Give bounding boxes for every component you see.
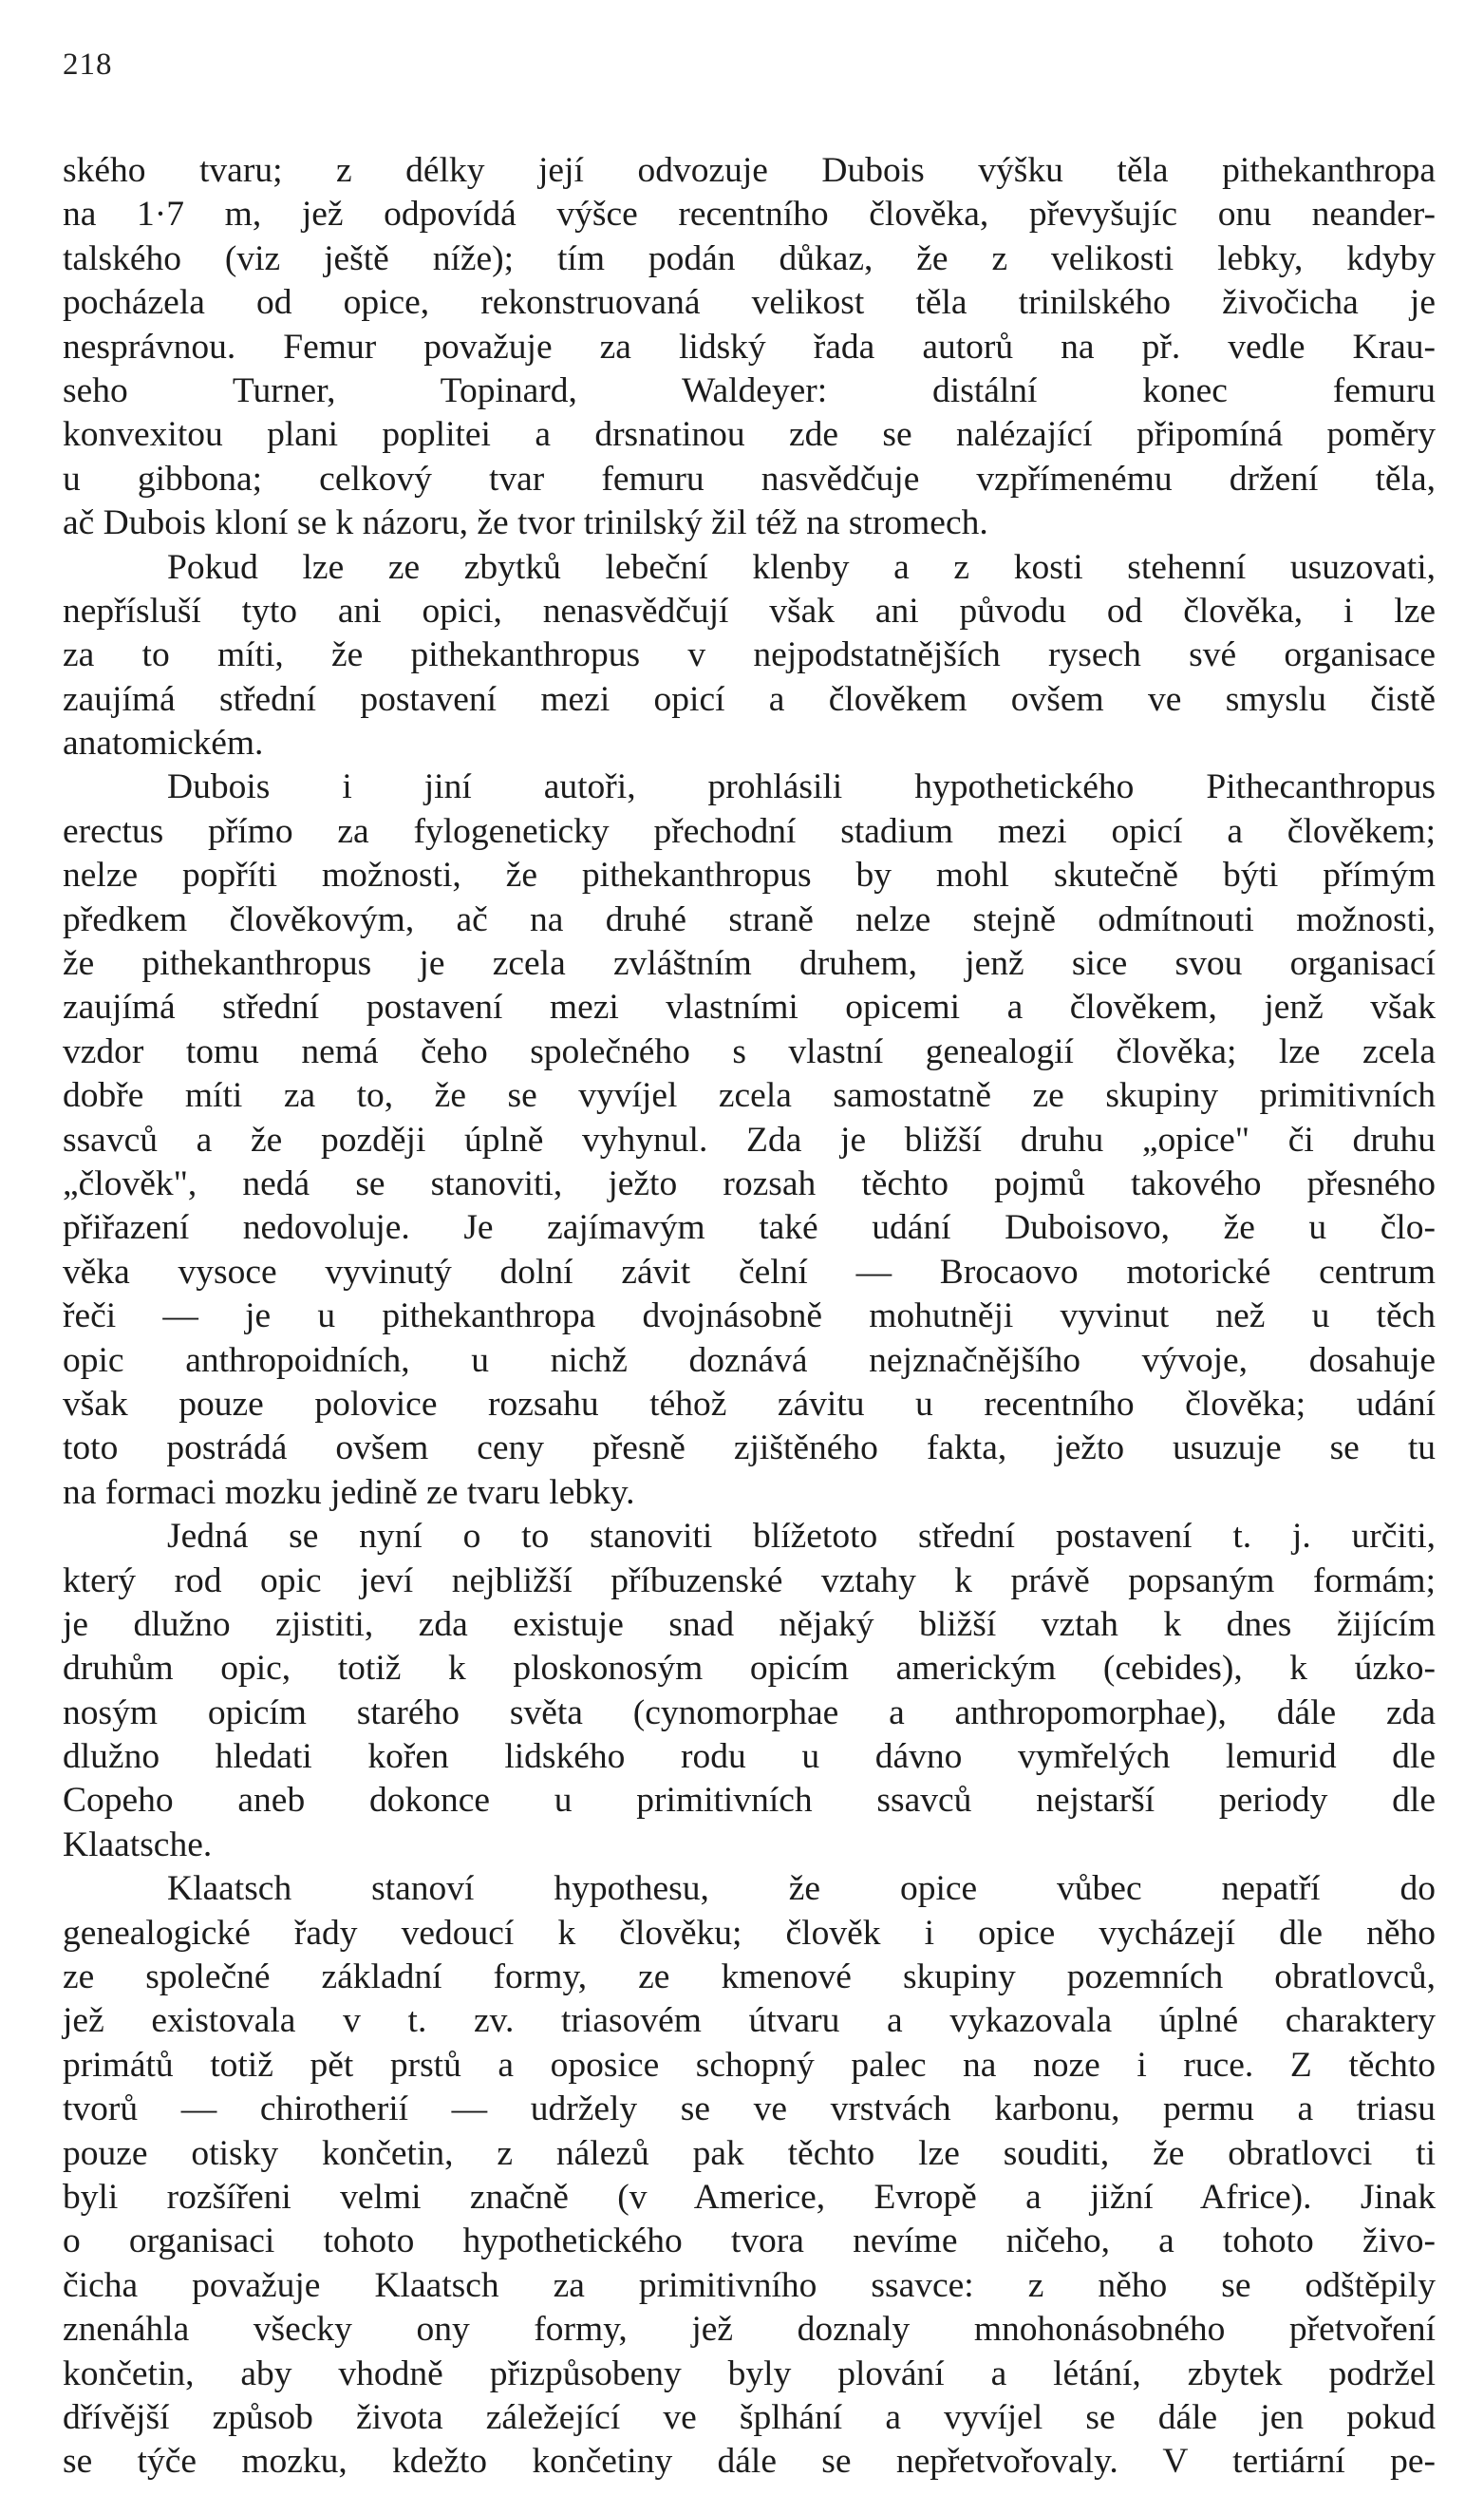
text-line: primátů totiž pět prstů a oposice schopný palec na noze i ruce. Z těchto — [63, 2045, 1436, 2085]
text-line: však pouze polovice rozsahu téhož závitu u recentního člověka; udání — [63, 1384, 1436, 1424]
text-line: ač Dubois kloní se k názoru, že tvor trinilský žil též na stromech. — [63, 503, 988, 543]
text-line: Dubois i jiní autoři, prohlásili hypothetického Pithecanthropus — [167, 767, 1436, 807]
text-line: toto postrádá ovšem ceny přesně zjištěného fakta, ježto usuzuje se tu — [63, 1428, 1436, 1468]
text-line: anatomickém. — [63, 724, 264, 764]
text-line: Pokud lze ze zbytků lebeční klenby a z kosti stehenní usuzovati, — [167, 547, 1436, 587]
text-line: Jedná se nyní o to stanoviti blížetoto střední postavení t. j. určiti, — [167, 1517, 1436, 1557]
text-line: za to míti, že pithekanthropus v nejpodstatnějších rysech své organisace — [63, 635, 1436, 675]
text-line: na formaci mozku jedině ze tvaru lebky. — [63, 1472, 635, 1512]
text-line: se týče mozku, kdežto končetiny dále se nepřetvořovaly. V tertiární pe- — [63, 2442, 1436, 2482]
text-line: je dlužno zjistiti, zda existuje snad nějaký bližší vztah k dnes žijícím — [63, 1604, 1436, 1644]
text-line: nesprávnou. Femur považuje za lidský řada autorů na př. vedle Krau- — [63, 327, 1436, 367]
text-line: jež existovala v t. zv. triasovém útvaru a vykazovala úplné charaktery — [63, 2001, 1436, 2041]
page-number: 218 — [63, 47, 113, 82]
text-line: ského tvaru; z délky její odvozuje Dubois výšku těla pithekanthropa — [63, 151, 1436, 190]
text-line: tvorů — chirotherií — udržely se ve vrstvách karbonu, permu a triasu — [63, 2089, 1436, 2129]
text-line: pouze otisky končetin, z nálezů pak těchto lze souditi, že obratlovci ti — [63, 2133, 1436, 2173]
text-line: zaujímá střední postavení mezi vlastními opicemi a člověkem, jenž však — [63, 988, 1436, 1028]
text-line: opic anthropoidních, u nichž doznává nejznačnějšího vývoje, dosahuje — [63, 1340, 1436, 1380]
text-line: řeči — je u pithekanthropa dvojnásobně mohutněji vyvinut než u těch — [63, 1296, 1436, 1336]
text-line: o organisaci tohoto hypothetického tvora nevíme ničeho, a tohoto živo- — [63, 2221, 1436, 2261]
text-line: na 1·7 m, jež odpovídá výšce recentního člověka, převyšujíc onu neander- — [63, 195, 1436, 235]
body-text — [63, 149, 1436, 2485]
text-line: Copeho aneb dokonce u primitivních ssavců nejstarší periody dle — [63, 1781, 1436, 1821]
text-line: „člověk", nedá se stanoviti, ježto rozsah těchto pojmů takového přesného — [63, 1163, 1436, 1203]
text-line: erectus přímo za fylogeneticky přechodní stadium mezi opicí a člověkem; — [63, 811, 1436, 851]
text-line: nosým opicím starého světa (cynomorphae a anthropomorphae), dále zda — [63, 1692, 1436, 1732]
text-line: zaujímá střední postavení mezi opicí a člověkem ovšem ve smyslu čistě — [63, 679, 1436, 719]
text-line: ssavců a že později úplně vyhynul. Zda je bližší druhu „opice" či druhu — [63, 1120, 1436, 1160]
text-line: končetin, aby vhodně přizpůsobeny byly plování a létání, zbytek podržel — [63, 2353, 1436, 2393]
text-line: dlužno hledati kořen lidského rodu u dávno vymřelých lemurid dle — [63, 1737, 1436, 1777]
text-line: konvexitou plani poplitei a drsnatinou zde se nalézající připomíná poměry — [63, 415, 1436, 455]
text-line: Klaatsch stanoví hypothesu, že opice vůbec nepatří do — [167, 1869, 1436, 1909]
text-line: talského (viz ještě níže); tím podán důkaz, že z velikosti lebky, kdyby — [63, 238, 1436, 278]
text-line: nepřísluší tyto ani opici, nenasvědčují však ani původu od člověka, i lze — [63, 591, 1436, 631]
text-line: nelze popříti možnosti, že pithekanthropus by mohl skutečně býti přímým — [63, 856, 1436, 896]
text-line: byli rozšířeni velmi značně (v Americe, Evropě a jižní Africe). Jinak — [63, 2177, 1436, 2217]
text-line: znenáhla všecky ony formy, jež doznaly mnohonásobného přetvoření — [63, 2310, 1436, 2350]
text-line: vzdor tomu nemá čeho společného s vlastní genealogií člověka; lze zcela — [63, 1031, 1436, 1071]
text-line: předkem člověkovým, ač na druhé straně nelze stejně odmítnouti možnosti, — [63, 899, 1436, 939]
text-line: dobře míti za to, že se vyvíjel zcela samostatně ze skupiny primitivních — [63, 1076, 1436, 1116]
text-line: věka vysoce vyvinutý dolní závit čelní — Brocaovo motorické centrum — [63, 1252, 1436, 1292]
text-line: genealogické řady vedoucí k člověku; člověk i opice vycházejí dle něho — [63, 1913, 1436, 1953]
text-line: který rod opic jeví nejbližší příbuzenské vztahy k právě popsaným formám; — [63, 1560, 1436, 1600]
text-line: pocházela od opice, rekonstruovaná velikost těla trinilského živočicha je — [63, 283, 1436, 323]
text-line: ze společné základní formy, ze kmenové skupiny pozemních obratlovců, — [63, 1957, 1436, 1997]
text-line: u gibbona; celkový tvar femuru nasvědčuje vzpřímenému držení těla, — [63, 459, 1436, 499]
text-line: přiřazení nedovoluje. Je zajímavým také udání Duboisovo, že u člo- — [63, 1208, 1436, 1248]
text-line: Klaatsche. — [63, 1824, 213, 1864]
text-line: seho Turner, Topinard, Waldeyer: distální konec femuru — [63, 370, 1436, 410]
text-line: že pithekanthropus je zcela zvláštním druhem, jenž sice svou organisací — [63, 944, 1436, 984]
text-line: čicha považuje Klaatsch za primitivního ssavce: z něho se odštěpily — [63, 2265, 1436, 2305]
text-line: dřívější způsob života záležející ve šplhání a vyvíjel se dále jen pokud — [63, 2397, 1436, 2437]
text-line: druhům opic, totiž k ploskonosým opicím americkým (cebides), k úzko- — [63, 1649, 1436, 1689]
